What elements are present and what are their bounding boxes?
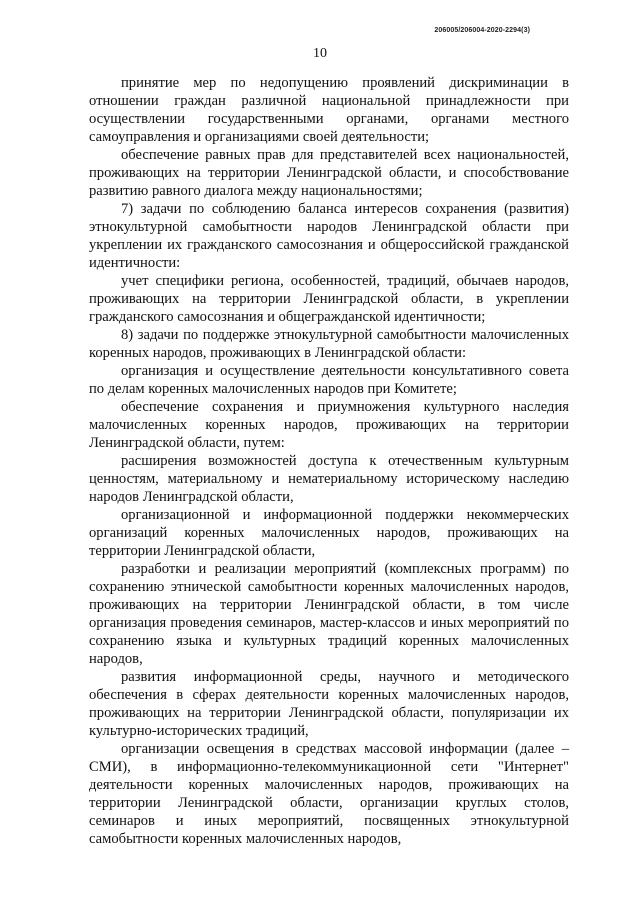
paragraph: разработки и реализации мероприятий (комплексных программ) по сохранению этнической самобытности коренных малочисленных народов, проживающих на территории Ленинградской области, в том числе организация проведения семинаров, мастер-классов и иных мероприятий по сохранению языка и культурных традиций коренных малочисленных народов, [89,561,569,667]
paragraph: 7) задачи по соблюдению баланса интересов сохранения (развития) этнокультурной самобытности народов Ленинградской области при укреплении их гражданского самосознания и общероссийской гражданской идентичности: [89,201,569,271]
document-registration-number: 206005/206004-2020-2294(3) [434,27,530,34]
paragraph: организации освещения в средствах массовой информации (далее – СМИ), в информационно-телекоммуникационной сети "Интернет" деятельности коренных малочисленных народов, проживающих на территории Ленинградской области, организации круглых столов, семинаров и иных мероприятий, посвященных этнокультурной самобытности коренных малочисленных народов, [89,741,569,847]
paragraph: учет специфики региона, особенностей, традиций, обычаев народов, проживающих на территории Ленинградской области, в укреплении гражданского самосознания и общегражданской идентичности; [89,273,569,325]
paragraph: организация и осуществление деятельности консультативного совета по делам коренных малочисленных народов при Комитете; [89,363,569,397]
paragraph: 8) задачи по поддержке этнокультурной самобытности малочисленных коренных народов, проживающих в Ленинградской области: [89,327,569,361]
paragraph: обеспечение равных прав для представителей всех национальностей, проживающих на территории Ленинградской области, и способствование развитию равного диалога между национальностями; [89,147,569,199]
paragraph: обеспечение сохранения и приумножения культурного наследия малочисленных коренных народов, проживающих на территории Ленинградской области, путем: [89,399,569,451]
paragraph: организационной и информационной поддержки некоммерческих организаций коренных малочисленных народов, проживающих на территории Ленинградской области, [89,507,569,559]
document-body [89,74,569,848]
paragraph: развития информационной среды, научного и методического обеспечения в сферах деятельности коренных малочисленных народов, проживающих на территории Ленинградской области, популяризации их культурно-исторических традиций, [89,669,569,739]
page-number: 10 [313,46,327,61]
paragraph: принятие мер по недопущению проявлений дискриминации в отношении граждан различной национальной принадлежности при осуществлении государственными органами, органами местного самоуправления и организациями своей деятельности; [89,75,569,145]
paragraph: расширения возможностей доступа к отечественным культурным ценностям, материальному и нематериальному историческому наследию народов Ленинградской области, [89,453,569,505]
